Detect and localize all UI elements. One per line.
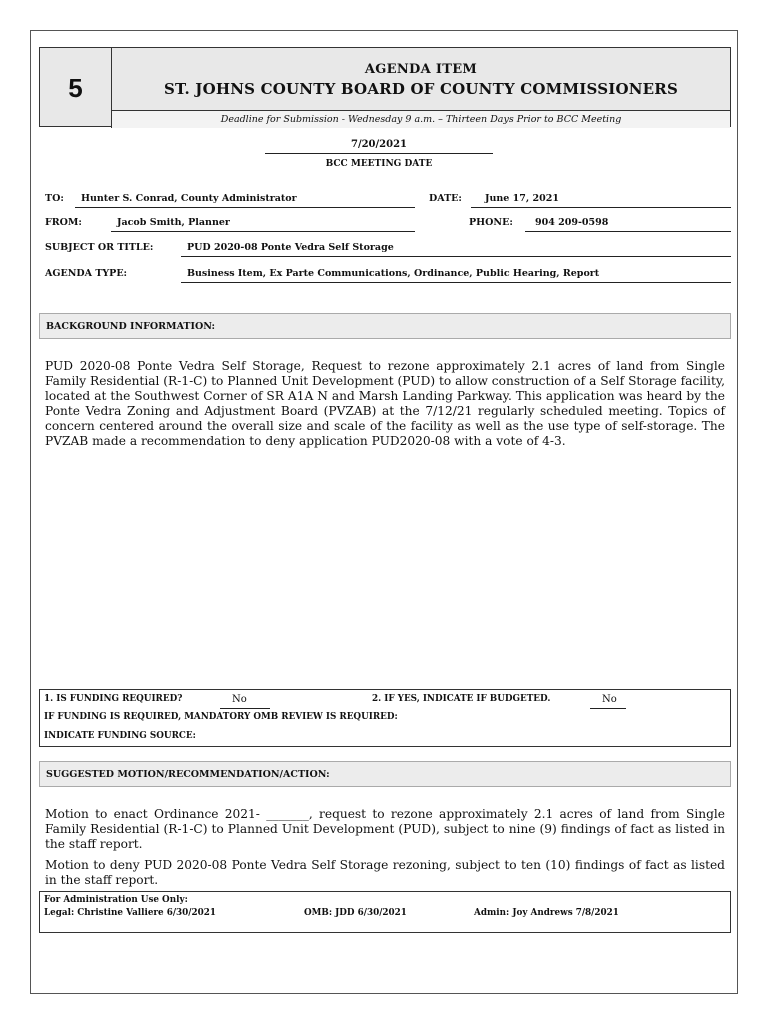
from-value: Jacob Smith, Planner (117, 217, 230, 228)
budgeted-label: 2. IF YES, INDICATE IF BUDGETED. (372, 694, 551, 704)
omb-review-line: IF FUNDING IS REQUIRED, MANDATORY OMB REVIEW IS REQUIRED: (44, 712, 398, 722)
background-text: PUD 2020-08 Ponte Vedra Self Storage, Request to rezone approximately 2.1 acres of land from Single Family Residential (R-1-C) to Planned Unit Development (PUD) to allow construction of a Self Storage facility, located at the Southwest Corner of SR A1A N and Marsh Landing Parkway. This application was heard by the Ponte Vedra Zoning and Adjustment Board (PVZAB) at the 7/12/21 regularly scheduled meeting. Topics of concern centered around the overall size and scale of the facility as well as the use type of self-storage. The PVZAB made a recommendation to deny application PUD2020-08 with a vote of 4-3. (45, 359, 725, 448)
admin-use-box (39, 891, 731, 933)
budgeted-value: No (602, 694, 617, 705)
to-label: TO: (45, 193, 64, 204)
phone-label: PHONE: (469, 217, 513, 228)
to-underline (75, 207, 415, 208)
meeting-date-value: 7/20/2021 (265, 139, 493, 154)
motion-text-2: Motion to deny PUD 2020-08 Ponte Vedra Self Storage rezoning, subject to ten (10) findings of fact as listed in the staff report. (45, 858, 725, 887)
board-title: ST. JOHNS COUNTY BOARD OF COUNTY COMMISSIONERS (164, 80, 678, 98)
admin-signoff: Admin: Joy Andrews 7/8/2021 (474, 908, 619, 918)
date-label: DATE: (429, 193, 462, 204)
subject-value: PUD 2020-08 Ponte Vedra Self Storage (187, 242, 394, 253)
agenda-type-label: AGENDA TYPE: (45, 268, 128, 279)
motion-text-1: Motion to enact Ordinance 2021- _______, request to rezone approximately 2.1 acres of land from Single Family Residential (R-1-C) to Planned Unit Development (PUD), subject to nine (9) findings of fact as listed in the staff report. (45, 807, 725, 851)
meeting-date-label: BCC MEETING DATE (325, 159, 433, 169)
agenda-type-underline (181, 282, 731, 283)
title-block (112, 48, 730, 110)
background-heading: BACKGROUND INFORMATION: (39, 313, 731, 339)
subject-underline (181, 256, 731, 257)
funding-required-value: No (232, 694, 247, 705)
agenda-type-value: Business Item, Ex Parte Communications, Ordinance, Public Hearing, Report (187, 268, 600, 279)
funding-source-line: INDICATE FUNDING SOURCE: (44, 731, 196, 741)
agenda-form-page (30, 30, 738, 994)
to-value: Hunter S. Conrad, County Administrator (81, 193, 297, 204)
admin-use-heading: For Administration Use Only: (44, 895, 188, 905)
from-label: FROM: (45, 217, 82, 228)
submission-deadline: Deadline for Submission - Wednesday 9 a.m. – Thirteen Days Prior to BCC Meeting (112, 110, 730, 128)
phone-value: 904 209-0598 (535, 217, 609, 228)
from-underline (111, 231, 415, 232)
motion-heading: SUGGESTED MOTION/RECOMMENDATION/ACTION: (39, 761, 731, 787)
funding-required-label: 1. IS FUNDING REQUIRED? (44, 694, 183, 704)
agenda-item-number: 5 (40, 48, 112, 128)
agenda-header (39, 47, 731, 127)
funding-required-underline (220, 708, 270, 709)
omb-signoff: OMB: JDD 6/30/2021 (304, 908, 407, 918)
agenda-item-title: AGENDA ITEM (364, 62, 478, 77)
phone-underline (525, 231, 731, 232)
budgeted-underline (590, 708, 626, 709)
date-value: June 17, 2021 (485, 193, 559, 204)
date-underline (471, 207, 731, 208)
subject-label: SUBJECT OR TITLE: (45, 242, 154, 253)
funding-box (39, 689, 731, 747)
legal-signoff: Legal: Christine Valliere 6/30/2021 (44, 908, 216, 918)
